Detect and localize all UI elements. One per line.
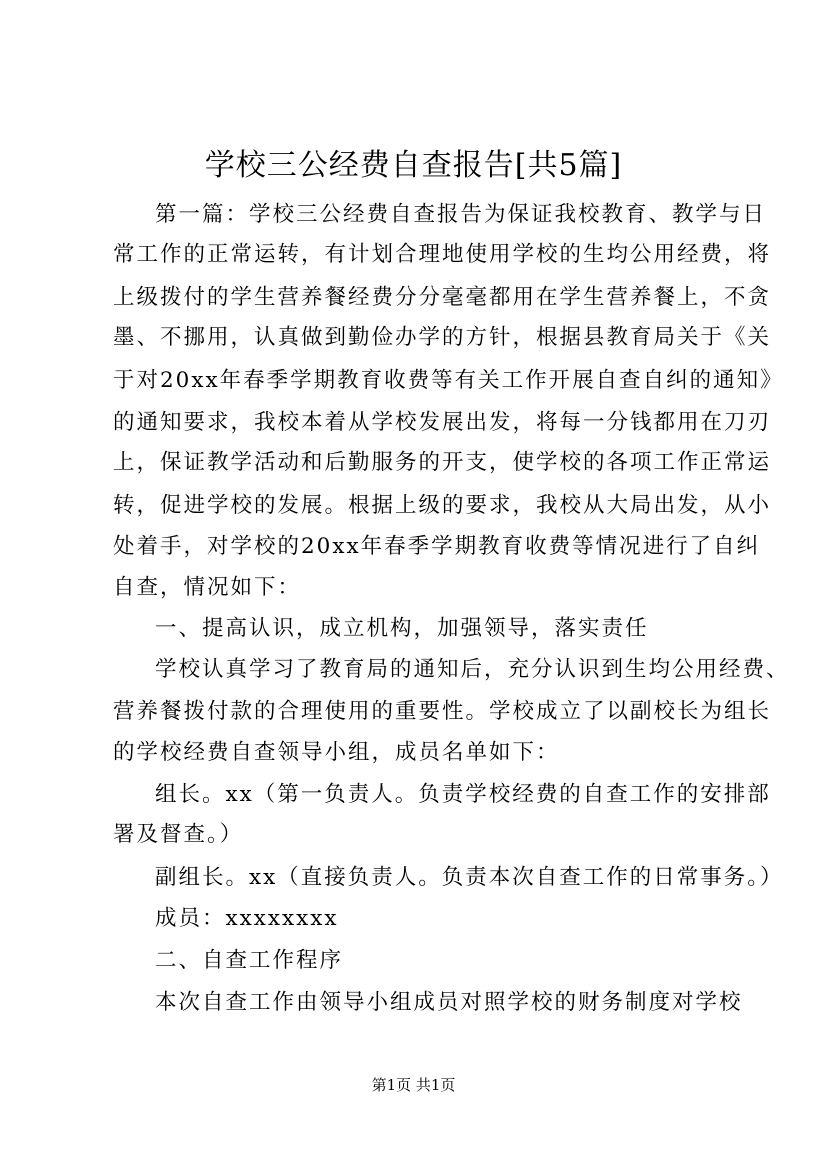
section-heading: 二、自查工作程序 xyxy=(155,948,344,973)
paragraph-line: 的学校经费自查领导小组，成员名单如下： xyxy=(113,740,560,765)
paragraph-line: 上，保证教学活动和后勤服务的开支，使学校的各项工作正常运 xyxy=(113,450,772,475)
paragraph-line: 第一篇：学校三公经费自查报告为保证我校教育、教学与日 xyxy=(155,202,767,227)
paragraph-line: 上级拨付的学生营养餐经费分分毫毫都用在学生营养餐上，不贪 xyxy=(113,285,772,310)
paragraph-line: 的通知要求，我校本着从学校发展出发，将每一分钱都用在刀刃 xyxy=(113,410,772,435)
paragraph-line: 学校认真学习了教育局的通知后，充分认识到生均公用经费、 xyxy=(155,657,790,682)
paragraph-line: 成员：xxxxxxxx xyxy=(155,906,339,931)
paragraph-line: 副组长。xx（直接负责人。负责本次自查工作的日常事务。） xyxy=(155,865,784,890)
paragraph-line: 处着手，对学校的20xx年春季学期教育收费等情况进行了自纠 xyxy=(113,534,761,559)
paragraph-line: 墨、不挪用，认真做到勤俭办学的方针，根据县教育局关于《关 xyxy=(113,325,772,350)
paragraph-line: 常工作的正常运转，有计划合理地使用学校的生均公用经费，将 xyxy=(113,242,772,267)
paragraph-line: 转，促进学校的发展。根据上级的要求，我校从大局出发，从小 xyxy=(113,493,772,518)
section-heading: 一、提高认识，成立机构，加强领导，落实责任 xyxy=(155,616,649,641)
paragraph-line: 署及督查。） xyxy=(113,822,244,847)
paragraph-line: 自查，情况如下： xyxy=(113,575,302,600)
page-number: 第1页 共1页 xyxy=(371,1076,456,1094)
paragraph-line: 营养餐拨付款的合理使用的重要性。学校成立了以副校长为组长 xyxy=(113,699,772,724)
paragraph-line: 本次自查工作由领导小组成员对照学校的财务制度对学校 xyxy=(155,990,743,1015)
paragraph-line: 于对20xx年春季学期教育收费等有关工作开展自查自纠的通知》 xyxy=(113,368,784,393)
document-title: 学校三公经费自查报告[共5篇] xyxy=(204,148,623,183)
paragraph-line: 组长。xx（第一负责人。负责学校经费的自查工作的安排部 xyxy=(155,782,771,807)
